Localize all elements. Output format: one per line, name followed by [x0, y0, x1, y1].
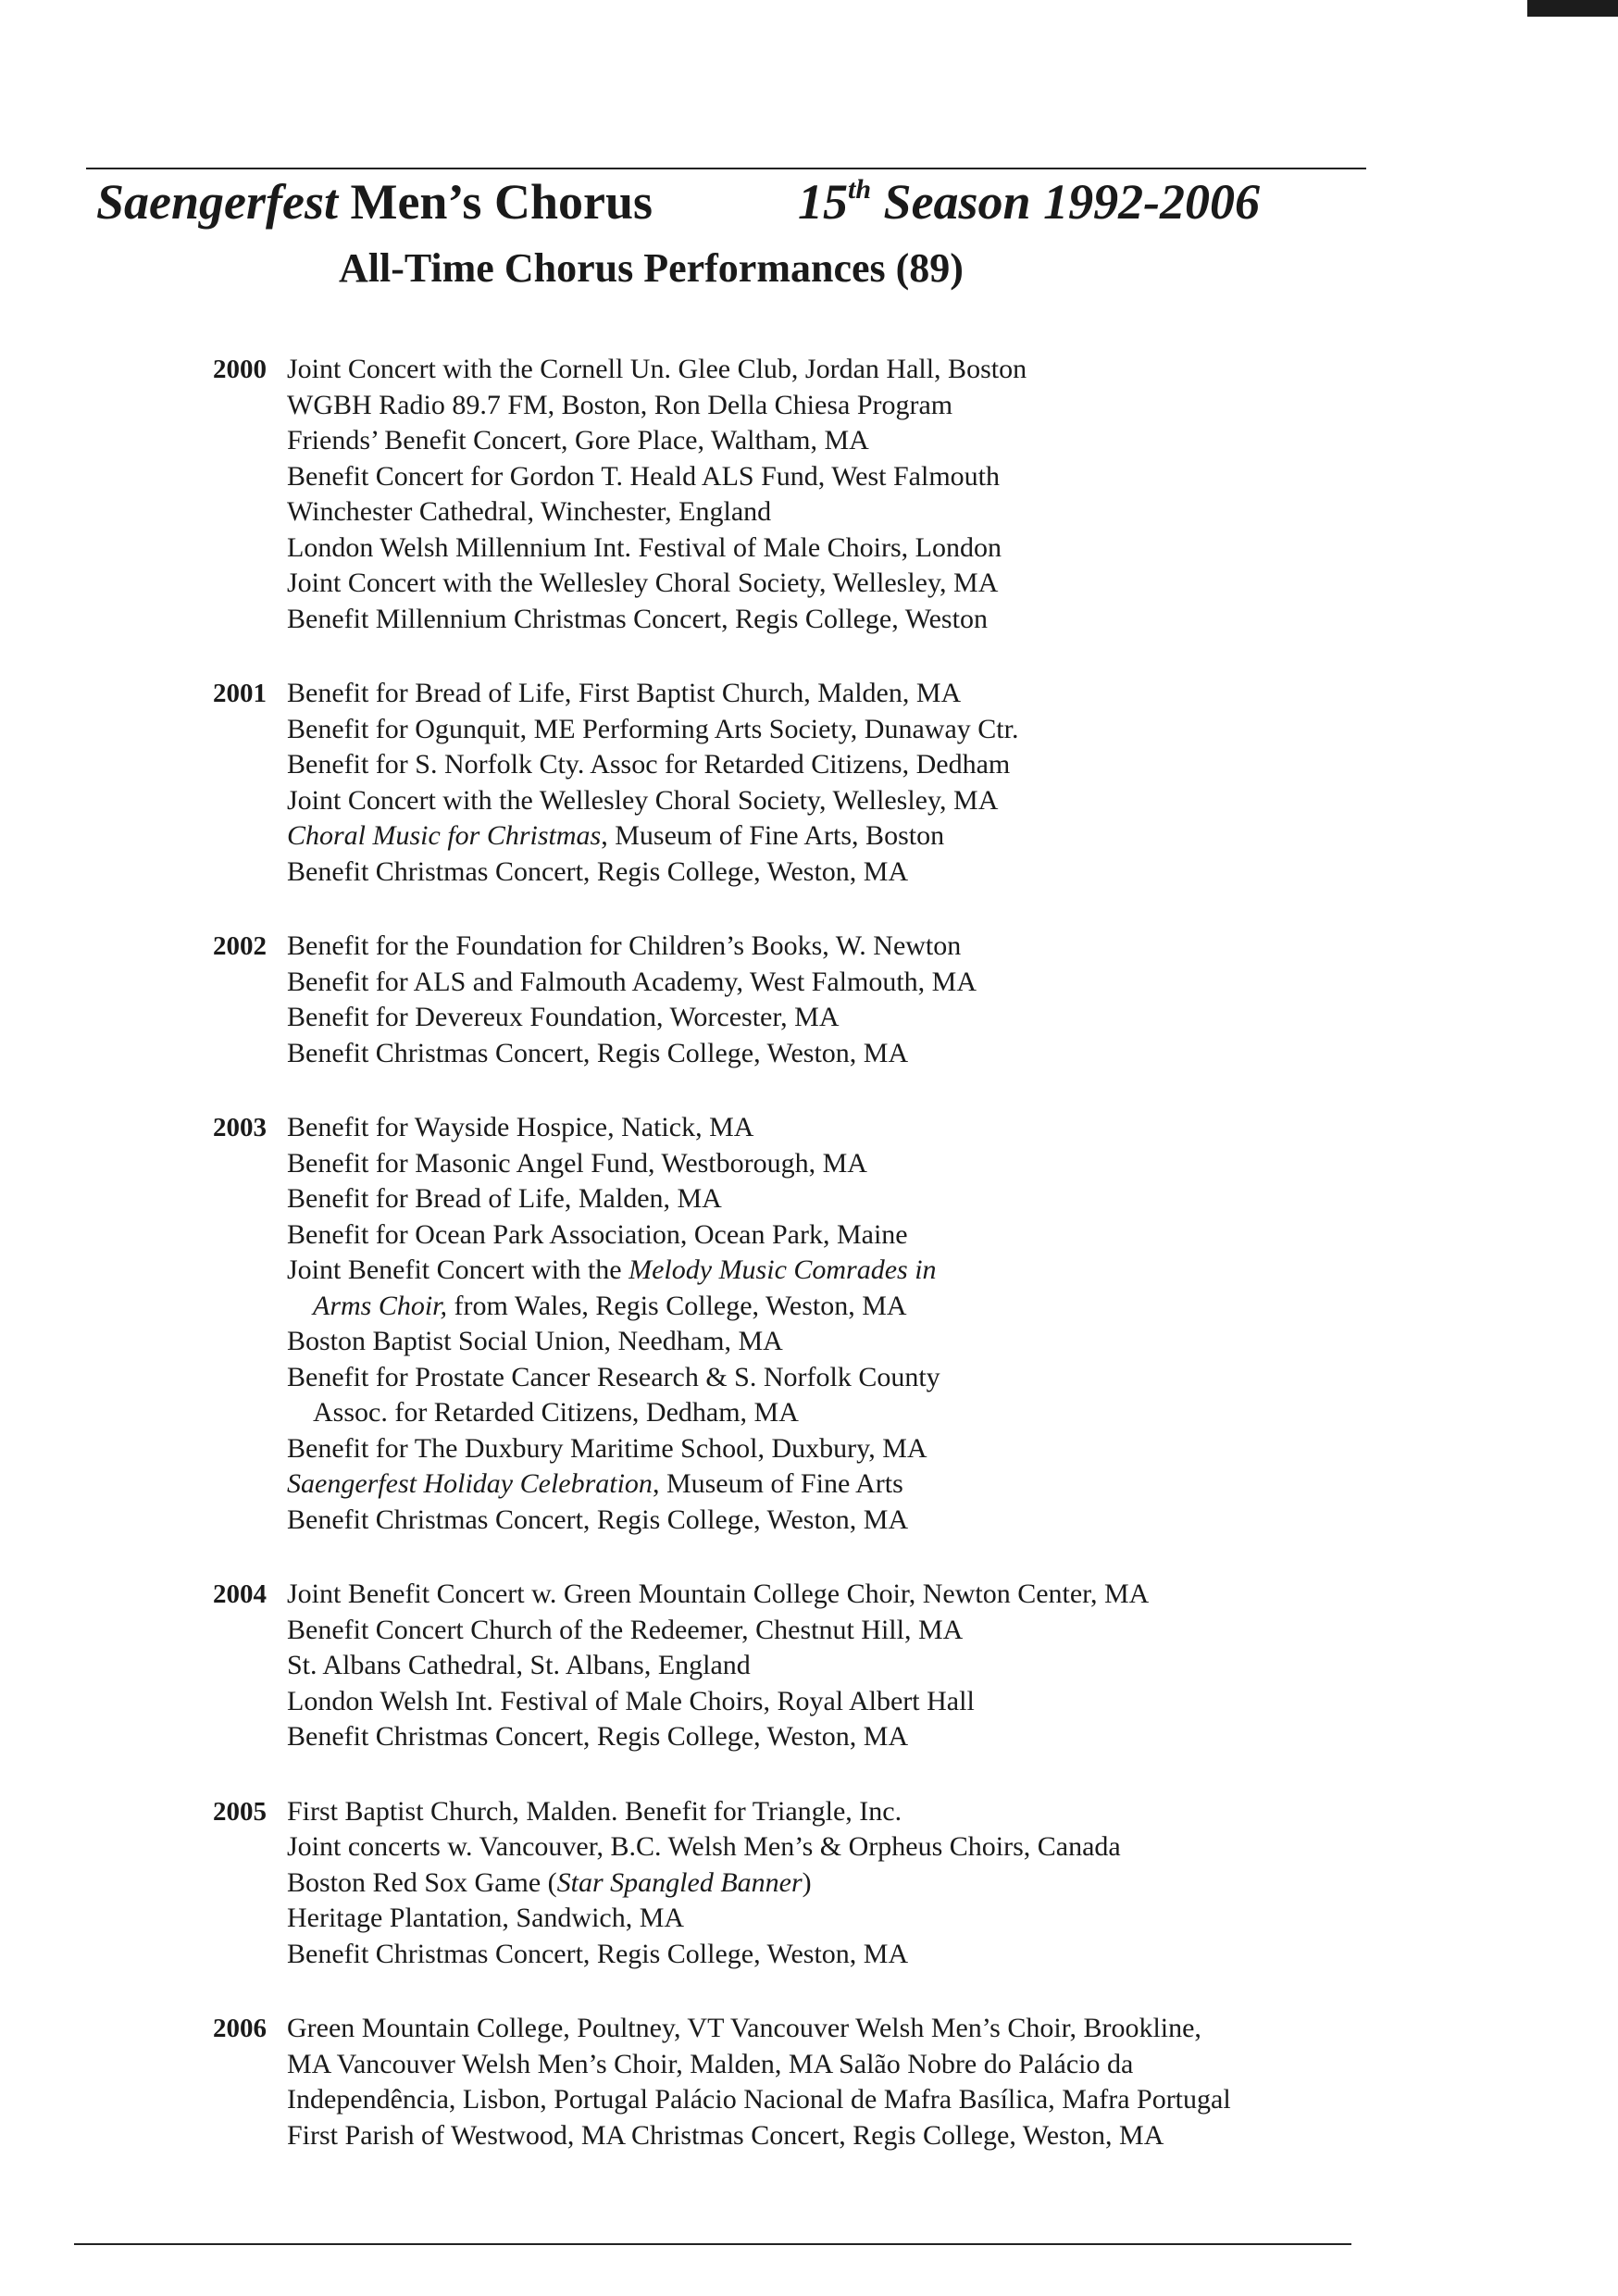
page-subtitle: All-Time Chorus Performances (89)	[339, 245, 964, 291]
performance-entry	[287, 1866, 1413, 1902]
performance-entry: Benefit for Wayside Hospice, Natick, MA	[287, 1112, 754, 1142]
bottom-rule	[74, 2243, 1351, 2245]
performance-entry: Benefit for Prostate Cancer Research & S. Norfolk County	[287, 1361, 940, 1392]
performance-entry: Benefit for The Duxbury Maritime School, Duxbury, MA	[287, 1432, 927, 1464]
entry-text: Joint Benefit Concert with the	[287, 1254, 629, 1285]
season-label	[798, 169, 1260, 234]
performance-entry-continued: Assoc. for Retarded Citizens, Dedham, MA	[313, 1397, 799, 1428]
song-title: Star Spangled Banner	[556, 1866, 803, 1898]
performance-entry: Joint Concert with the Cornell Un. Glee Club, Jordan Hall, Boston	[287, 354, 1027, 384]
performance-entry: Benefit Christmas Concert, Regis College, Weston, MA	[287, 1938, 909, 1969]
performance-entry: Benefit for S. Norfolk Cty. Assoc for Retarded Citizens, Dedham	[287, 749, 1011, 780]
year-entries	[287, 1577, 1413, 1755]
year-label: 2003	[213, 1113, 267, 1142]
year-entries	[287, 1794, 1413, 1973]
performance-entry	[287, 1253, 1413, 1289]
season-suffix: th	[848, 174, 872, 205]
performance-entry: Benefit Christmas Concert, Regis College, Weston, MA	[287, 1504, 909, 1535]
year-entries	[287, 676, 1413, 890]
title-bold: Men’s Chorus	[350, 174, 653, 230]
performance-entry: Boston Baptist Social Union, Needham, MA	[287, 1326, 783, 1356]
performance-entry-continued	[287, 1289, 1413, 1325]
performance-entry	[287, 818, 1413, 855]
year-block-2006	[191, 2011, 1413, 2153]
performance-entry: Independência, Lisbon, Portugal Palácio Nacional de Mafra Basílica, Mafra Portugal	[287, 2084, 1231, 2115]
chorus-name	[96, 169, 653, 234]
performance-entry: Benefit Christmas Concert, Regis College, Weston, MA	[287, 855, 909, 887]
performance-entry: Benefit for Bread of Life, Malden, MA	[287, 1183, 722, 1214]
choir-name: Melody Music Comrades in	[629, 1254, 937, 1285]
performance-entry: First Baptist Church, Malden. Benefit for Triangle, Inc.	[287, 1795, 902, 1827]
performance-entry: Benefit Christmas Concert, Regis College, Weston, MA	[287, 1037, 909, 1068]
year-block-2001	[191, 676, 1413, 890]
year-label: 2002	[213, 931, 267, 961]
entry-text: , Museum of Fine Arts, Boston	[601, 820, 945, 851]
performance-entry	[287, 1466, 1413, 1503]
page-header	[96, 169, 1374, 291]
event-title: Choral Music for Christmas	[287, 820, 602, 851]
year-label: 2006	[213, 2014, 267, 2043]
performance-entry: Joint Benefit Concert w. Green Mountain College Choir, Newton Center, MA	[287, 1578, 1150, 1609]
year-label: 2005	[213, 1796, 267, 1827]
choir-name: Arms Choir,	[313, 1290, 448, 1321]
performance-entry: Friends’ Benefit Concert, Gore Place, Waltham, MA	[287, 425, 869, 455]
performance-list	[191, 352, 1413, 2192]
title-line	[96, 169, 1374, 234]
performance-entry: Benefit for Devereux Foundation, Worcester, MA	[287, 1002, 840, 1032]
performance-entry: Benefit for Ocean Park Association, Ocean Park, Maine	[287, 1218, 908, 1250]
year-entries	[287, 929, 1413, 1071]
performance-entry: First Parish of Westwood, MA Christmas Concert, Regis College, Weston, MA	[287, 2119, 1164, 2151]
year-block-2000	[191, 352, 1413, 637]
performance-entry: Benefit for ALS and Falmouth Academy, West Falmouth, MA	[287, 966, 977, 997]
entry-text: )	[802, 1866, 812, 1898]
season-range: Season 1992-2006	[883, 174, 1261, 230]
year-block-2004	[191, 1577, 1413, 1755]
year-label: 2000	[213, 355, 267, 384]
entry-text: from Wales, Regis College, Weston, MA	[447, 1290, 907, 1321]
performance-entry: Joint concerts w. Vancouver, B.C. Welsh Men’s & Orpheus Choirs, Canada	[287, 1831, 1121, 1862]
season-number: 15	[798, 174, 848, 230]
event-title: Saengerfest Holiday Celebration	[287, 1468, 653, 1499]
performance-entry: Benefit for Bread of Life, First Baptist Church, Malden, MA	[287, 678, 962, 708]
year-label: 2004	[213, 1579, 267, 1609]
year-block-2003	[191, 1110, 1413, 1538]
year-entries	[287, 352, 1413, 637]
performance-entry: Benefit for the Foundation for Children’s Books, W. Newton	[287, 930, 962, 961]
title-italic: Saengerfest	[96, 174, 338, 230]
entry-text: , Museum of Fine Arts	[652, 1468, 903, 1499]
performance-entry: London Welsh Int. Festival of Male Choirs, Royal Albert Hall	[287, 1685, 975, 1716]
entry-text: Boston Red Sox Game (	[287, 1866, 557, 1898]
year-block-2002	[191, 929, 1413, 1071]
performance-entry: London Welsh Millennium Int. Festival of Male Choirs, London	[287, 531, 1002, 563]
year-entries	[287, 2011, 1413, 2153]
performance-entry: Benefit Concert Church of the Redeemer, Chestnut Hill, MA	[287, 1614, 964, 1645]
year-label: 2001	[213, 679, 267, 708]
performance-entry: WGBH Radio 89.7 FM, Boston, Ron Della Chiesa Program	[287, 389, 953, 420]
performance-entry: Benefit for Masonic Angel Fund, Westborough, MA	[287, 1147, 867, 1179]
year-entries	[287, 1110, 1413, 1538]
performance-entry: Heritage Plantation, Sandwich, MA	[287, 1903, 685, 1933]
performance-entry: St. Albans Cathedral, St. Albans, England	[287, 1650, 751, 1680]
performance-entry: Benefit Millennium Christmas Concert, Regis College, Weston	[287, 603, 988, 634]
performance-entry: MA Vancouver Welsh Men’s Choir, Malden, MA Salão Nobre do Palácio da	[287, 2048, 1134, 2079]
performance-entry: Benefit for Ogunquit, ME Performing Arts Society, Dunaway Ctr.	[287, 713, 1019, 744]
performance-entry: Benefit Concert for Gordon T. Heald ALS Fund, West Falmouth	[287, 460, 1000, 492]
year-block-2005	[191, 1794, 1413, 1973]
performance-entry: Winchester Cathedral, Winchester, England	[287, 496, 772, 527]
scan-edge-mark	[1527, 0, 1618, 17]
performance-entry: Green Mountain College, Poultney, VT Vancouver Welsh Men’s Choir, Brookline,	[287, 2013, 1201, 2043]
performance-entry: Joint Concert with the Wellesley Choral Society, Wellesley, MA	[287, 568, 999, 598]
performance-entry: Joint Concert with the Wellesley Choral Society, Wellesley, MA	[287, 784, 999, 816]
performance-entry: Benefit Christmas Concert, Regis College, Weston, MA	[287, 1721, 909, 1752]
